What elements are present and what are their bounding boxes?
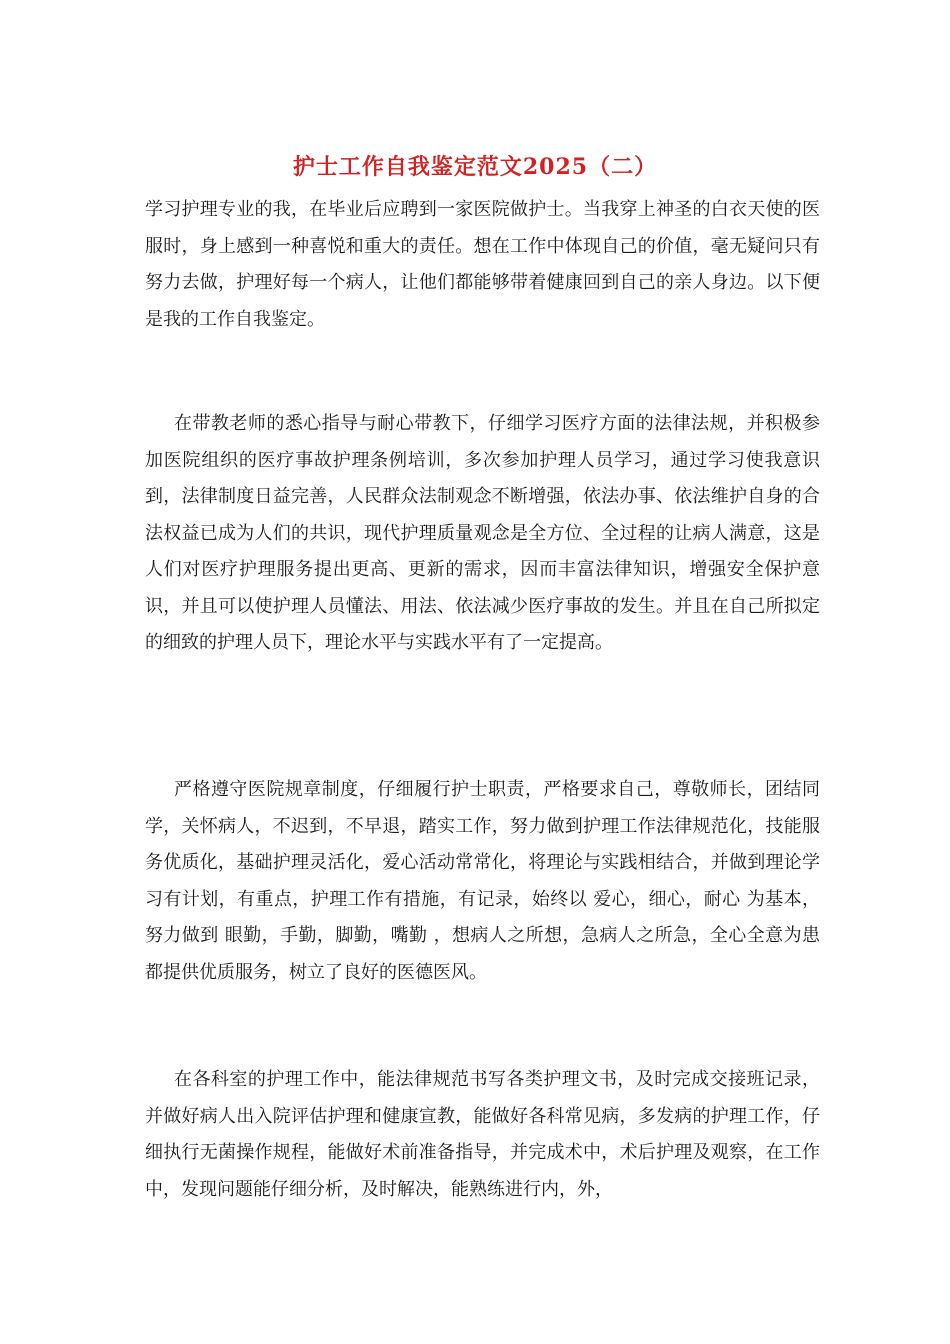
document-title: 护士工作自我鉴定范文2025（二） (292, 154, 658, 180)
paragraph-legal-study: 在带教老师的悉心指导与耐心带教下，仔细学习医疗方面的法律法规，并积极参加医院组织的医疗事故护理条例培训，多次参加护理人员学习，通过学习使我意识到，法律制度日益完善，人民群众法制观念不断增强，依法办事、依法维护自身的合法权益已成为人们的共识，现代护理质量观念是全方位、全过程的让病人满意，这是人们对医疗护理服务提出更高、更新的需求，因而丰富法律知识，增强安全保护意识，并且可以使护理人员懂法、用法、依法减少医疗事故的发生。并且在自己所拟定的细致的护理人员下，理论水平与实践水平有了一定提高。 (145, 413, 820, 653)
paragraph-intro: 学习护理专业的我，在毕业后应聘到一家医院做护士。当我穿上神圣的白衣天使的医服时，身上感到一种喜悦和重大的责任。想在工作中体现自己的价值，毫无疑问只有努力去做，护理好每一个病人，让他们都能够带着健康回到自己的亲人身边。以下便是我的工作自我鉴定。 (145, 199, 820, 330)
paragraph-discipline: 严格遵守医院规章制度，仔细履行护士职责，严格要求自己，尊敬师长，团结同学，关怀病人，不迟到，不早退，踏实工作，努力做到护理工作法律规范化，技能服务优质化，基础护理灵活化，爱心活动常常化，将理论与实践相结合，并做到理论学习有计划，有重点，护理工作有措施，有记录，始终以 爱心，细心，耐心 为基本，努力做到 眼勤，手勤，脚勤，嘴勤 ，想病人之所想，急病人之所急，全心全意为患都提供优质服务，树立了良好的医德医风。 (145, 779, 820, 983)
paragraph-department-work: 在各科室的护理工作中，能法律规范书写各类护理文书，及时完成交接班记录，并做好病人出入院评估护理和健康宣教，能做好各科常见病，多发病的护理工作，仔细执行无菌操作规程，能做好术前准备指导，并完成术中，术后护理及观察，在工作中，发现问题能仔细分析，及时解决，能熟练进行内，外， (145, 1069, 820, 1200)
